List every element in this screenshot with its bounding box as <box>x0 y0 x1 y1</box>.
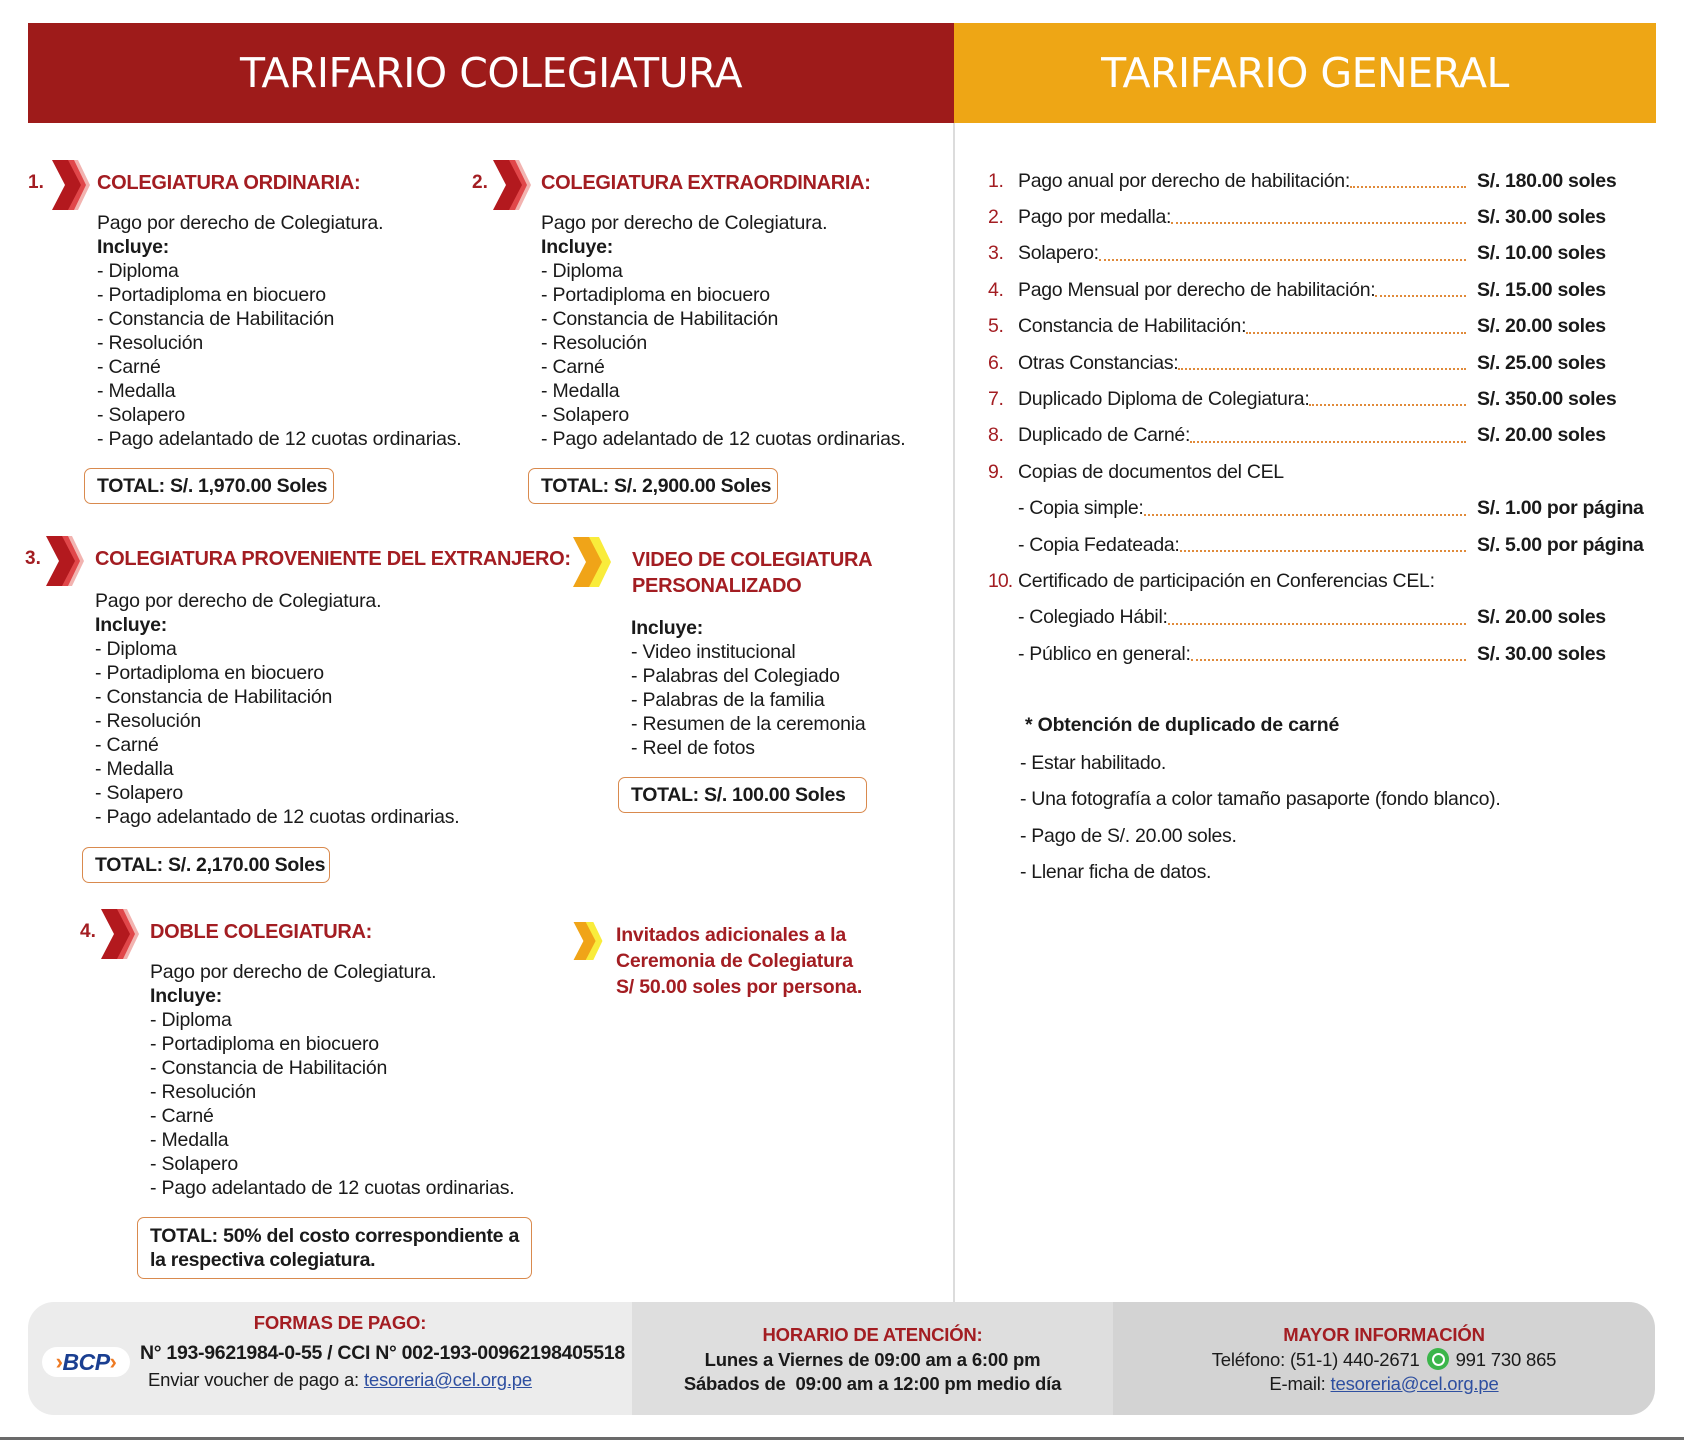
total-text: TOTAL: S/. 1,970.00 Soles <box>97 474 328 497</box>
section-intro: Pago por derecho de Colegiatura. <box>150 961 437 983</box>
include-item: - Carné <box>541 356 605 378</box>
include-item: - Portadiploma en biocuero <box>541 284 770 306</box>
header-tarifario-general <box>954 23 1656 123</box>
tariff-label: Otras Constancias: <box>1018 351 1179 374</box>
include-item: - Solapero <box>97 404 185 426</box>
chevron-right-icon <box>493 160 531 210</box>
tariff-number: 6. <box>988 351 1004 374</box>
section-body <box>541 211 906 451</box>
include-item: - Medalla <box>541 380 620 402</box>
tariff-price: S/. 5.00 por página <box>1477 533 1644 556</box>
chevron-right-icon <box>573 922 603 960</box>
column-divider <box>953 123 955 1303</box>
total-box <box>137 1217 532 1279</box>
whatsapp-icon <box>1427 1348 1449 1370</box>
include-item: - Diploma <box>97 260 179 282</box>
tariff-label: Duplicado Diploma de Colegiatura: <box>1018 387 1310 410</box>
tariff-number: 1. <box>988 169 1004 192</box>
include-item: - Constancia de Habilitación <box>97 308 335 330</box>
total-box <box>82 847 330 883</box>
requirement-item: - Estar habilitado. <box>1020 752 1167 774</box>
tariff-price: S/. 20.00 soles <box>1477 424 1606 447</box>
tariff-label: - Copia Fedateada: <box>1018 533 1180 556</box>
requirement-item: - Llenar ficha de datos. <box>1020 861 1212 883</box>
section-title: COLEGIATURA ORDINARIA: <box>97 172 361 194</box>
total-text: TOTAL: S/. 2,170.00 Soles <box>95 853 326 876</box>
include-item: - Solapero <box>541 404 629 426</box>
footer <box>28 1302 1655 1415</box>
dot-leader <box>1350 186 1466 188</box>
section-title: DOBLE COLEGIATURA: <box>150 921 372 943</box>
tariff-label: - Público en general: <box>1018 642 1191 665</box>
hours-weekdays: Lunes a Viernes de 09:00 am a 6:00 pm <box>704 1348 1041 1370</box>
include-item: - Resumen de la ceremonia <box>631 713 866 735</box>
bcp-chevron-icon: › <box>109 1349 117 1374</box>
include-item: - Pago adelantado de 12 cuotas ordinarias. <box>541 428 906 450</box>
include-item: - Resolución <box>150 1081 256 1103</box>
section-title <box>632 547 872 599</box>
dot-leader <box>1171 222 1466 224</box>
tariff-row <box>988 166 1648 196</box>
tariff-label: Constancia de Habilitación: <box>1018 315 1247 338</box>
tariff-row <box>988 603 1648 633</box>
tariff-number: 2. <box>988 205 1004 228</box>
invitados-line: Invitados adicionales a la <box>616 924 846 946</box>
includes-label: Incluye: <box>97 236 170 258</box>
tariff-price: S/. 180.00 soles <box>1477 169 1617 192</box>
include-item: - Solapero <box>150 1153 238 1175</box>
section-title-line: VIDEO DE COLEGIATURA <box>632 549 873 571</box>
bcp-logo-text: BCP <box>62 1348 110 1375</box>
include-item: - Constancia de Habilitación <box>150 1057 388 1079</box>
section-number: 3. <box>25 548 41 569</box>
include-item: - Portadiploma en biocuero <box>95 662 324 684</box>
info-phone <box>1212 1348 1557 1372</box>
total-box <box>84 468 334 504</box>
tariff-row <box>988 421 1648 451</box>
section-body <box>97 211 462 451</box>
tariff-row <box>988 348 1648 378</box>
voucher-prefix: Enviar voucher de pago a: <box>148 1369 359 1390</box>
tariff-number: 5. <box>988 315 1004 338</box>
voucher-line <box>28 1368 632 1392</box>
section-intro: Pago por derecho de Colegiatura. <box>97 212 384 234</box>
tariff-number: 9. <box>988 460 1004 483</box>
include-item: - Resolución <box>95 710 201 732</box>
section-intro: Pago por derecho de Colegiatura. <box>95 590 382 612</box>
total-text: TOTAL: S/. 100.00 Soles <box>631 783 846 806</box>
tariff-row <box>988 530 1648 560</box>
requirements-title: * Obtención de duplicado de carné <box>1025 714 1340 736</box>
tariff-price: S/. 20.00 soles <box>1477 315 1606 338</box>
include-item: - Solapero <box>95 782 183 804</box>
tariff-label: Pago por medalla: <box>1018 205 1172 228</box>
tariff-row <box>988 566 1648 596</box>
dot-leader <box>1144 514 1466 516</box>
include-item: - Video institucional <box>631 641 796 663</box>
tariff-row <box>988 312 1648 342</box>
tariff-row <box>988 639 1648 669</box>
include-item: - Diploma <box>150 1009 232 1031</box>
include-item: - Medalla <box>97 380 176 402</box>
payment-title: FORMAS DE PAGO: <box>253 1312 427 1333</box>
tariff-price: S/. 10.00 soles <box>1477 242 1606 265</box>
footer-payment <box>28 1302 632 1415</box>
section-body <box>95 589 460 829</box>
include-item: - Diploma <box>541 260 623 282</box>
include-item: - Carné <box>150 1105 214 1127</box>
info-email <box>1269 1372 1498 1396</box>
tariff-label: - Colegiado Hábil: <box>1018 606 1168 629</box>
tariff-label: Pago anual por derecho de habilitación: <box>1018 169 1350 192</box>
dot-leader <box>1246 332 1466 334</box>
bank-accounts: N° 193-9621984-0-55 / CCI N° 002-193-00962198405518 <box>140 1342 625 1364</box>
invitados-line: Ceremonia de Colegiatura <box>616 950 853 972</box>
payment-email-link[interactable]: tesoreria@cel.org.pe <box>363 1369 532 1390</box>
tariff-price: S/. 30.00 soles <box>1477 205 1606 228</box>
include-item: - Constancia de Habilitación <box>541 308 779 330</box>
tariff-label: Solapero: <box>1018 242 1099 265</box>
hours-saturday: Sábados de 09:00 am a 12:00 pm medio día <box>683 1372 1062 1394</box>
tariff-label: Certificado de participación en Conferencias CEL: <box>1018 569 1435 592</box>
dot-leader <box>1178 368 1466 370</box>
total-text: TOTAL: 50% del costo correspondiente a la respectiva colegiatura. <box>150 1225 519 1271</box>
include-item: - Reel de fotos <box>631 737 755 759</box>
include-item: - Resolución <box>97 332 203 354</box>
section-number: 1. <box>28 172 44 193</box>
section-title: COLEGIATURA PROVENIENTE DEL EXTRANJERO: <box>95 548 571 570</box>
tariff-row <box>988 239 1648 269</box>
includes-label: Incluye: <box>150 985 223 1007</box>
header-title-left: TARIFARIO COLEGIATURA <box>239 49 743 97</box>
tariff-label: Copias de documentos del CEL <box>1018 460 1284 483</box>
include-item: - Medalla <box>150 1129 229 1151</box>
section-number: 2. <box>472 172 488 193</box>
include-item: - Palabras del Colegiado <box>631 665 840 687</box>
tariff-price: S/. 25.00 soles <box>1477 351 1606 374</box>
header-tarifario-colegiatura <box>28 23 954 123</box>
tariff-price: S/. 15.00 soles <box>1477 278 1606 301</box>
chevron-right-icon <box>101 909 139 959</box>
tariff-price: S/. 350.00 soles <box>1477 387 1617 410</box>
tariff-number: 4. <box>988 278 1004 301</box>
whatsapp-number: 991 730 865 <box>1455 1348 1557 1370</box>
include-item: - Pago adelantado de 12 cuotas ordinarias. <box>95 806 460 828</box>
section-body <box>150 960 515 1200</box>
includes-label: Incluye: <box>631 617 704 639</box>
email-prefix: E-mail: <box>1269 1372 1326 1394</box>
include-item: - Pago adelantado de 12 cuotas ordinarias. <box>97 428 462 450</box>
include-item: - Diploma <box>95 638 177 660</box>
include-item: - Carné <box>95 734 159 756</box>
invitados-price: S/ 50.00 soles por persona. <box>616 976 863 998</box>
dot-leader <box>1180 550 1466 552</box>
footer-hours <box>632 1302 1113 1415</box>
header-title-right: TARIFARIO GENERAL <box>1101 49 1509 97</box>
tariff-price: S/. 30.00 soles <box>1477 642 1606 665</box>
tariff-price: S/. 20.00 soles <box>1477 606 1606 629</box>
tariff-number: 3. <box>988 242 1004 265</box>
include-item: - Palabras de la familia <box>631 689 825 711</box>
tariff-number: 10. <box>988 569 1013 592</box>
dot-leader <box>1309 404 1466 406</box>
tariff-row <box>988 384 1648 414</box>
invitados-text <box>616 922 862 1000</box>
chevron-right-icon <box>46 536 84 586</box>
total-box <box>528 468 778 504</box>
include-item: - Portadiploma en biocuero <box>97 284 326 306</box>
hours-title: HORARIO DE ATENCIÓN: <box>762 1323 983 1345</box>
tariff-row <box>988 275 1648 305</box>
includes-label: Incluye: <box>541 236 614 258</box>
include-item: - Resolución <box>541 332 647 354</box>
total-text: TOTAL: S/. 2,900.00 Soles <box>541 474 772 497</box>
chevron-right-icon <box>52 160 90 210</box>
tariff-number: 8. <box>988 424 1004 447</box>
include-item: - Medalla <box>95 758 174 780</box>
dot-leader <box>1168 623 1466 625</box>
requirement-item: - Pago de S/. 20.00 soles. <box>1020 825 1237 847</box>
include-item: - Portadiploma en biocuero <box>150 1033 379 1055</box>
dot-leader <box>1191 659 1466 661</box>
chevron-right-icon <box>573 537 611 587</box>
include-item: - Constancia de Habilitación <box>95 686 333 708</box>
section-title-line: PERSONALIZADO <box>632 575 802 597</box>
dot-leader <box>1375 295 1466 297</box>
tariff-row <box>988 457 1648 487</box>
tariff-number: 7. <box>988 387 1004 410</box>
tariff-label: - Copia simple: <box>1018 497 1144 520</box>
include-item: - Pago adelantado de 12 cuotas ordinarias. <box>150 1177 515 1199</box>
section-intro: Pago por derecho de Colegiatura. <box>541 212 828 234</box>
tariff-label: Duplicado de Carné: <box>1018 424 1191 447</box>
tariff-label: Pago Mensual por derecho de habilitación: <box>1018 278 1376 301</box>
dot-leader <box>1190 441 1466 443</box>
tariff-row <box>988 202 1648 232</box>
tariff-price: S/. 1.00 por página <box>1477 497 1644 520</box>
section-title: COLEGIATURA EXTRAORDINARIA: <box>541 172 871 194</box>
tariff-row <box>988 494 1648 524</box>
info-title: MAYOR INFORMACIÓN <box>1283 1323 1485 1345</box>
total-box <box>618 777 867 813</box>
section-number: 4. <box>80 921 96 942</box>
section-body <box>631 616 866 760</box>
includes-label: Incluye: <box>95 614 168 636</box>
info-email-link[interactable]: tesoreria@cel.org.pe <box>1330 1372 1499 1394</box>
requirement-item: - Una fotografía a color tamaño pasaporte (fondo blanco). <box>1020 788 1501 810</box>
include-item: - Carné <box>97 356 161 378</box>
phone-number: Teléfono: (51-1) 440-2671 <box>1211 1348 1420 1370</box>
dot-leader <box>1099 259 1466 261</box>
bcp-chevron-icon: › <box>55 1349 63 1374</box>
footer-info <box>1113 1302 1655 1415</box>
